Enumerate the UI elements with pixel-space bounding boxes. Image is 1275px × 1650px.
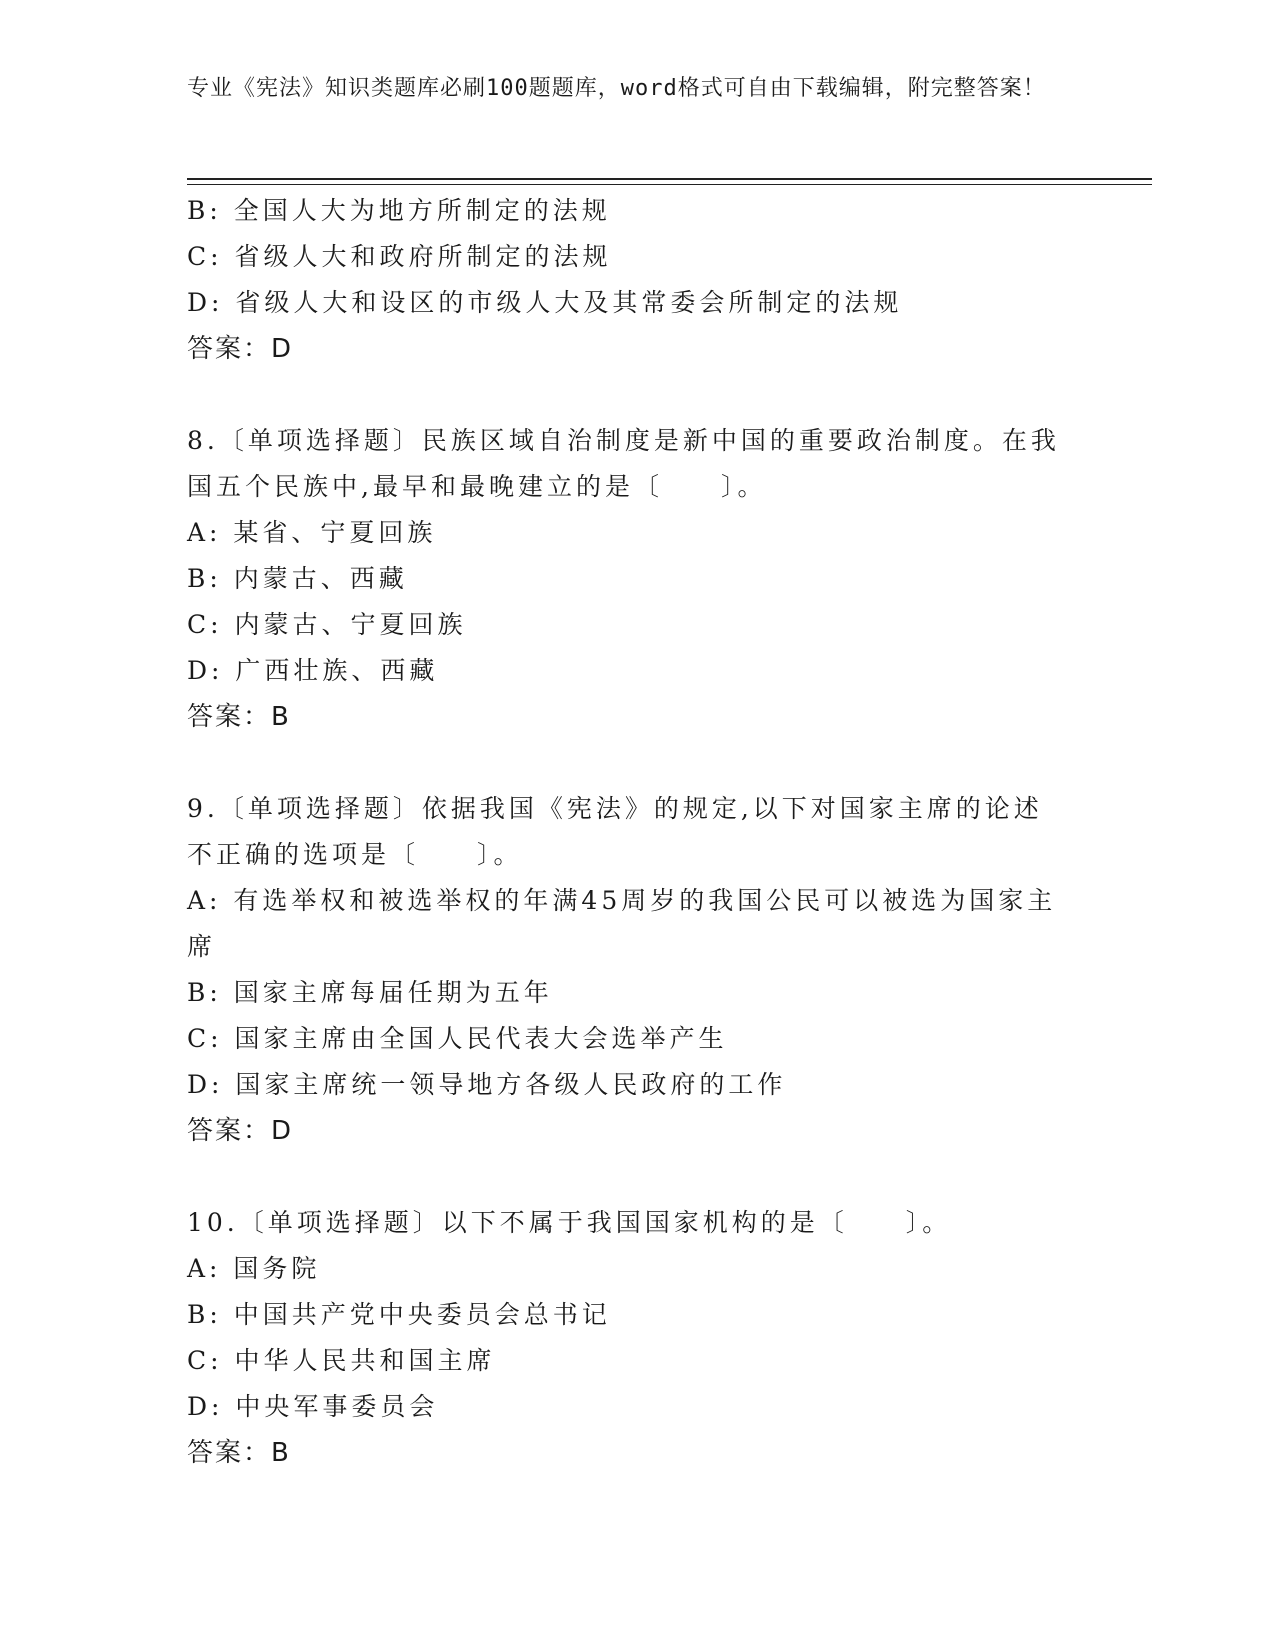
option-b: B: 中国共产党中央委员会总书记 [187,1300,611,1329]
option-d: D: 中央军事委员会 [187,1392,439,1421]
option-c: C: 国家主席由全国人民代表大会选举产生 [187,1024,728,1053]
document-header: 专业《宪法》知识类题库必刷100题题库，word格式可自由下载编辑，附完整答案！ [187,76,1046,101]
option-b: B: 国家主席每届任期为五年 [187,978,553,1007]
option-d: D: 国家主席统一领导地方各级人民政府的工作 [187,1070,787,1099]
question-stem: 9.〔单项选择题〕依据我国《宪法》的规定,以下对国家主席的论述不正确的选项是〔 〕。 [187,794,1043,869]
option-b: B: 内蒙古、西藏 [187,564,408,593]
answer-line: 答案：D [187,334,294,364]
spacer [187,1154,1087,1200]
option-a: A: 国务院 [187,1254,321,1283]
answer-line: 答案：B [187,1438,291,1468]
option-c: C: 内蒙古、宁夏回族 [187,610,467,639]
option-a: A: 某省、宁夏回族 [187,518,437,547]
option-a: A: 有选举权和被选举权的年满45周岁的我国公民可以被选为国家主席 [187,886,1057,961]
question-list [187,188,1087,1476]
option-d: D: 省级人大和设区的市级人大及其常委会所制定的法规 [187,288,903,317]
header-divider-thick [187,178,1152,180]
question-8 [187,418,1087,740]
answer-line: 答案：B [187,702,291,732]
spacer [187,740,1087,786]
answer-line: 答案：D [187,1116,294,1146]
question-10 [187,1200,1087,1476]
option-b: B: 全国人大为地方所制定的法规 [187,196,611,225]
header-divider-thin [187,184,1152,185]
question-9 [187,786,1087,1154]
question-7-tail [187,188,1087,372]
option-c: C: 省级人大和政府所制定的法规 [187,242,612,271]
option-c: C: 中华人民共和国主席 [187,1346,496,1375]
question-stem: 8.〔单项选择题〕民族区域自治制度是新中国的重要政治制度。在我国五个民族中,最早和最晚建立的是〔 〕。 [187,426,1060,501]
spacer [187,372,1087,418]
option-d: D: 广西壮族、西藏 [187,656,439,685]
question-stem: 10.〔单项选择题〕以下不属于我国国家机构的是〔 〕。 [187,1208,952,1237]
